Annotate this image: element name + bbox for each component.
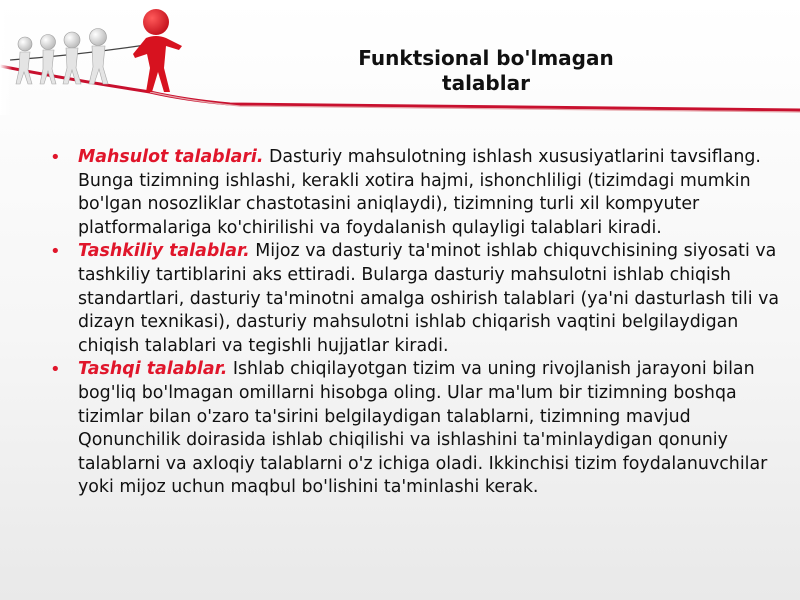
bullet-term: Tashkiliy talablar. <box>78 241 250 262</box>
bullet-text: Ishlab chiqilayotgan tizim va uning rivojlanish jarayoni bilan bog'liq bo'lmagan omillarni hisobga oling. Ular ma'lum bir tizimning boshqa tizimlar bilan o'zaro ta'sirini belgilaydigan talablarni, tizimning mavjud Qonunchilik doirasida ishlab chiqilishi va ishlashini ta'minlaydigan qonuniy talablarni va axloqiy talablarni o'z ichiga oladi. Ikkinchisi tizim foydalanuvchilar yoki mijoz uchun maqbul bo'lishini ta'minlashi kerak. <box>78 359 768 498</box>
bullet-item-mahsulot <box>50 146 780 240</box>
bullet-text: Mijoz va dasturiy ta'minot ishlab chiquvchisining siyosati va tashkiliy tartiblarini aks ettiradi. Bularga dasturiy mahsulotni ishlab chiqish standartlari, dasturiy ta'minotni amalga oshirish talablari (ya'ni dasturlash tili va dizayn texnikasi), dasturiy mahsulotni ishlab chiqarish vaqtini belgilaydigan chiqish talablari va tegishli hujjatlar kiradi. <box>78 241 780 356</box>
bullet-item-tashqi <box>50 358 780 500</box>
bullet-text: Dasturiy mahsulotning ishlash xususiyatlarini tavsiflang. Bunga tizimning ishlashi, kerakli xotira hajmi, ishonchliligi (tizimdagi mumkin bo'lgan nosozliklar chastotasini aniqlaydi), tizimning turli xil kompyuter platformalariga ko'chirilishi va foydalanish qulayligi talablari kiradi. <box>78 147 761 238</box>
bullet-dot: • <box>50 147 61 168</box>
bullet-term: Tashqi talablar. <box>78 359 228 380</box>
slide-title-line-2: talablar <box>442 71 530 95</box>
bullet-term: Mahsulot talablari. <box>78 147 264 167</box>
bullet-list <box>50 146 780 500</box>
bullet-dot: • <box>50 241 61 263</box>
bullet-item-tashkiliy <box>50 240 780 358</box>
slide-title <box>330 46 642 96</box>
bullet-dot: • <box>50 359 61 381</box>
slide-title-line-1: Funktsional bo'lmagan <box>358 46 614 70</box>
